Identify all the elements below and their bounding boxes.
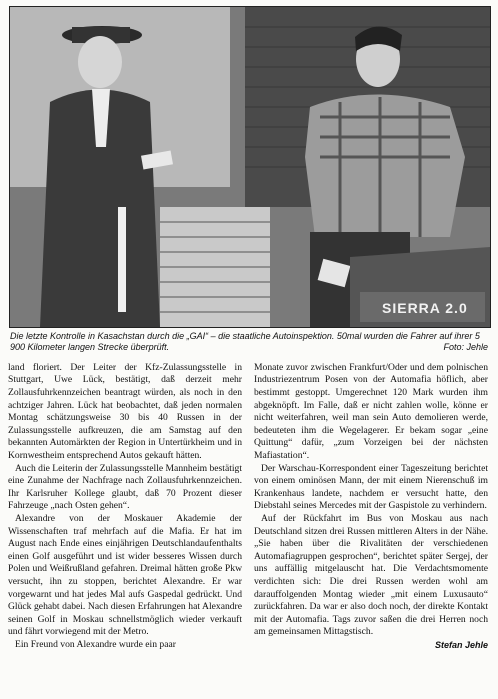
photo-caption <box>10 331 488 354</box>
article-body <box>8 362 490 652</box>
paragraph: Der Warschau-Korrespondent einer Tageszeitung berichtet von einem ominösen Mann, der mit einem Nierenschuß im Krankenhaus landete, nachdem er versucht hatte, den Diebstahl seines Mercedes mit der Gaspistole zu verhindern. <box>254 462 488 512</box>
paragraph: Auf der Rückfahrt im Bus von Moskau aus nach Deutschland sitzen drei Russen mittleren Alters in der Nähe. „Sie haben über die Rivalitäten der verschiedenen Automafiagruppen gesprochen“, berichtet später Sergej, der uns auffällig mitgelauscht hat. Die Verdachtsmomente verdichten sich: Die drei Russen werden wohl am darauffolgenden Montag wieder „mit einem Luxusauto“ zurückfahren. Da war er also doch noch, der direkte Kontakt mit der Automafia. Tags zuvor saßen die drei Herren noch am gemeinsamen Mittagstisch. <box>254 512 488 638</box>
paragraph: Ein Freund von Alexandre wurde ein paar <box>15 638 176 650</box>
brick-stack <box>160 207 270 327</box>
press-photo <box>9 6 491 328</box>
paragraph: Auch die Leiterin der Zulassungsstelle Mannheim bestätigt eine Zunahme der Nachfrage nach Zollausfuhrkennzeichen. Ihr Karlsruher Kollege glaubt, daß 70 Prozent dieser Fahrzeuge „nach Osten gehen“. <box>8 462 242 512</box>
photo-credit: Foto: Jehle <box>443 342 488 353</box>
paragraph: land floriert. Der Leiter der Kfz-Zulassungsstelle in Stuttgart, Uwe Lück, bestätigt, daß derzeit mehr Zollausfuhrkennzeichen beantragt würden, als noch in den achtziger Jahren. Lück hat beobachtet, daß jeden normalen Montag schätzungsweise 30 bis 40 Russen in der Zulassungsstelle aufkreuzen, die am Samstag auf den bekannten Automärkten der Region in Untertürkheim und in Kornwestheim entsprechend Autos gekauft hätten. <box>8 361 242 461</box>
author-byline: Stefan Jehle <box>434 639 488 650</box>
caption-text: Die letzte Kontrolle in Kasachstan durch die „GAI“ – die staatliche Autoinspektion. 50mal wurden die Fahrer auf ihrer 5 900 Kilometer langen Strecke überprüft. <box>10 331 480 353</box>
photo-illustration <box>10 7 490 327</box>
article-column-left <box>8 362 242 652</box>
paragraph: Monate zuvor zwischen Frankfurt/Oder und dem polnischen Industriezentrum Posen von der Automafia höflich, aber bestimmt gestoppt. Umgerechnet 120 Mark wurden ihm abgeknöpft. Im Falle, daß er nicht zahlen wolle, könne er nicht weiterfahren, weil man sein Auto demolieren werde, bedeuteten ihm die Wegelagerer. Er bekam sogar „eine Quittung“ dafür, „zum Vorzeigen bei der nächsten Mafiastation“. <box>254 361 488 461</box>
car-badge: SIERRA 2.0 <box>382 300 468 316</box>
article-column-right <box>254 362 488 652</box>
paragraph: Alexandre von der Moskauer Akademie der Wissenschaften traf mehrfach auf die Mafia. Er hat im August nach Ende eines einjährigen Deutschlandaufenthalts einen Golf ausgeführt und ist wider besseres Wissen durch Polen und Weißrußland gefahren. Dreimal hätten große Pkw versucht, ihn zu stoppen, berichtet Alexandre. Er war vorgewarnt und hat jedes Mal aufs Gaspedal gedrückt. Und Glück gehabt dabei. Nach diesen Erfahrungen hat Alexandre seinen Golf in Moskau schnellstmöglich wieder verkauft und fährt vorwiegend mit der Metro. <box>8 512 242 638</box>
